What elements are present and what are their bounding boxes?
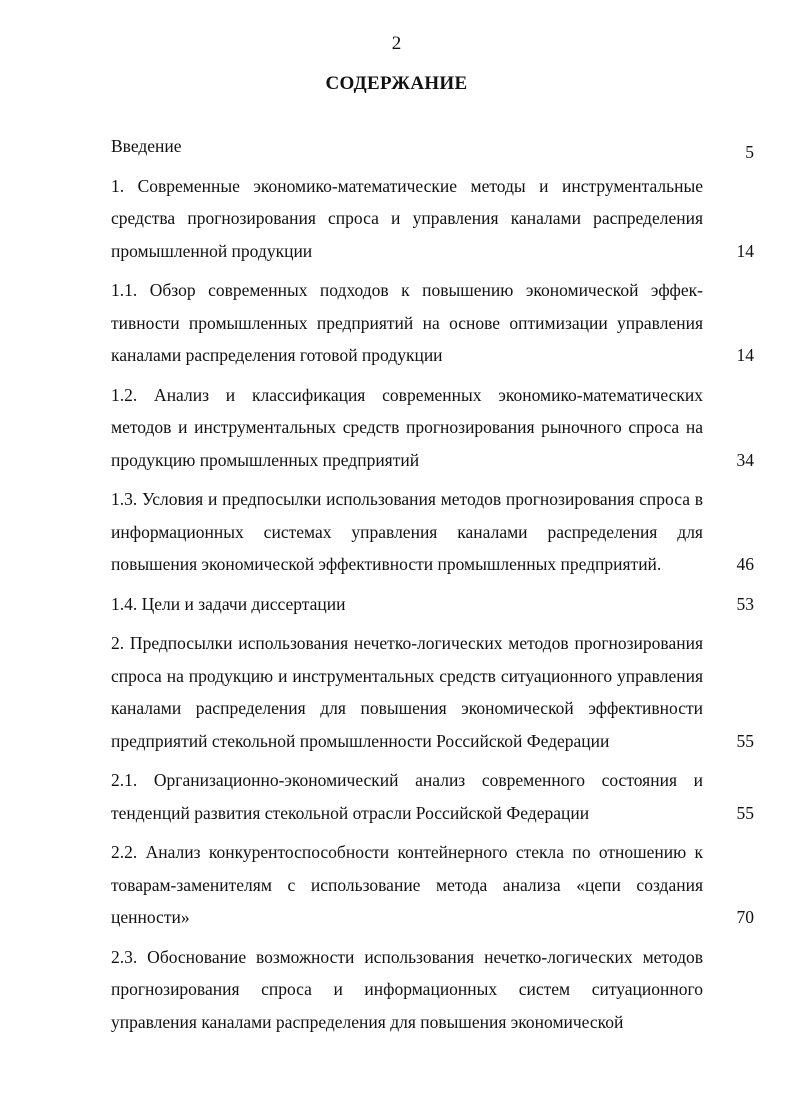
toc-entry	[111, 379, 754, 477]
toc-entry-page: 53	[736, 593, 754, 614]
toc-entry-title: 2.2. Анализ конкурентоспособности контейнерного стекла по отношению к товарам-заменителям с использование метода анализа «цепи создания ценности»	[111, 842, 703, 927]
toc-entry	[111, 627, 754, 757]
toc-entry-page: 70	[736, 907, 754, 927]
page-number: 2	[391, 33, 402, 54]
toc-entry-page: 55	[736, 730, 754, 751]
toc-entry	[111, 836, 754, 934]
toc-entry-page: 34	[736, 449, 754, 470]
toc-entry-title: 1.3. Условия и предпосылки использования методов прогнозирования спроса в информационных системах управления каналами распределения для повышения экономической эффективности промышленных предприятий.	[111, 489, 703, 574]
toc-entry-page: 5	[745, 142, 754, 162]
toc-entry	[111, 764, 754, 829]
page-title: СОДЕРЖАНИЕ	[325, 73, 468, 94]
toc-entry-title: 1.1. Обзор современных подходов к повышению экономической эффективности промышленных предприятий на основе оптимизации управления каналами распределения готовой продукции	[111, 280, 703, 365]
toc-entry-title: 1.4. Цели и задачи диссертации	[111, 593, 346, 614]
toc-entry	[111, 274, 754, 372]
toc-entry-title: 2.1. Организационно-экономический анализ современного состояния и тенденций развития стекольной отрасли Российской Федерации	[111, 770, 703, 823]
toc-entry-title: 2. Предпосылки использования нечетко-логических методов прогнозирования спроса на продукцию и инструментальных средств ситуационного управления каналами распределения для повышения экономической эффективности предприятий стекольной промышленности Российской Федерации	[111, 633, 703, 751]
toc-entry	[111, 170, 754, 268]
toc-entry	[111, 483, 754, 581]
toc-entry-page: 46	[736, 554, 754, 574]
toc-entry-page: 55	[736, 802, 754, 823]
toc-entry-title: Введение	[111, 136, 182, 156]
toc-entry	[111, 941, 754, 1039]
table-of-contents	[111, 130, 754, 1045]
toc-entry-title: 1.2. Анализ и классификация современных экономико-математических методов и инструментальных средств прогнозирования рыночного спроса на продукцию промышленных предприятий	[111, 384, 703, 470]
toc-entry-page: 14	[736, 240, 754, 261]
toc-entry	[111, 130, 754, 163]
toc-entry-page: 14	[736, 345, 754, 365]
toc-entry	[111, 588, 754, 621]
toc-entry-title: 1. Современные экономико-математические методы и инструментальные средства прогнозирования спроса и управления каналами распределения промышленной продукции	[111, 175, 703, 261]
toc-entry-title: 2.3. Обоснование возможности использования нечетко-логических методов прогнозирования спроса и информационных систем ситуационного управления каналами распределения для повышения экономической	[111, 946, 703, 1032]
